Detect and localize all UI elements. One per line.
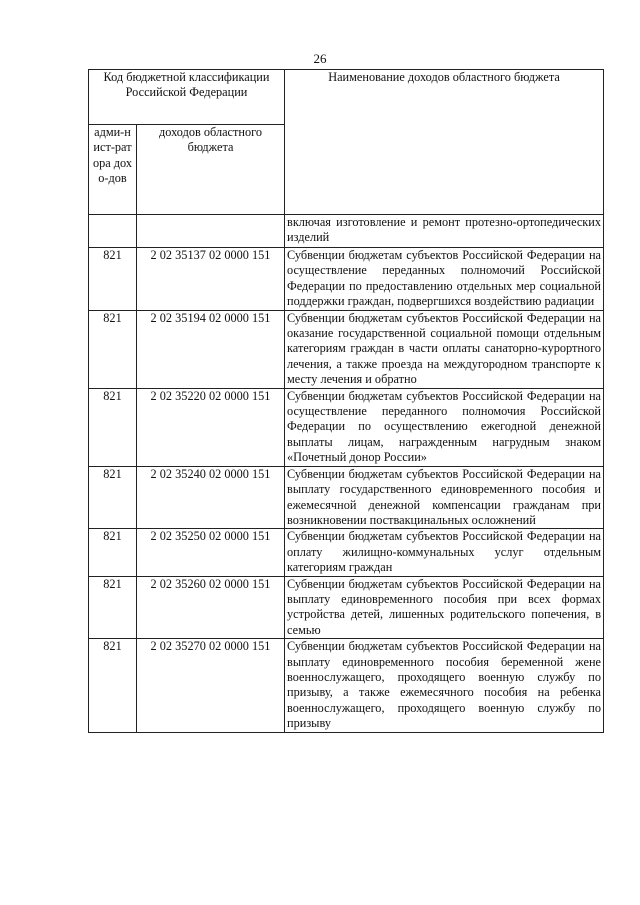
revenue-description: Субвенции бюджетам субъектов Российской Федерации на оплату жилищно-коммунальных услуг отдельным категориям граждан (285, 529, 604, 576)
table-row (89, 529, 604, 576)
revenue-description: Субвенции бюджетам субъектов Российской Федерации на оказание государственной социальной помощи отдельным категориям граждан в части оплаты санаторно-курортного лечения, а также проезда на междугородном транспорте к месту лечения и обратно (285, 310, 604, 388)
continuation-description: включая изготовление и ремонт протезно-ортопедических изделий (285, 215, 604, 248)
revenue-code: 2 02 35260 02 0000 151 (137, 576, 285, 639)
admin-code: 821 (89, 639, 137, 732)
revenue-description: Субвенции бюджетам субъектов Российской Федерации на осуществление переданного полномочия Российской Федерации по осуществлению ежегодной денежной выплаты лицам, награжденным нагрудным знаком «Почетный донор России» (285, 388, 604, 466)
table-row (89, 215, 604, 248)
admin-code: 821 (89, 310, 137, 388)
admin-code: 821 (89, 466, 137, 529)
admin-code: 821 (89, 576, 137, 639)
revenue-code: 2 02 35137 02 0000 151 (137, 248, 285, 311)
revenue-code: 2 02 35194 02 0000 151 (137, 310, 285, 388)
revenue-description: Субвенции бюджетам субъектов Российской Федерации на выплату единовременного пособия при всех формах устройства детей, лишенных родительского попечения, в семью (285, 576, 604, 639)
page-number: 26 (313, 51, 327, 66)
empty-code-cell (137, 215, 285, 248)
revenue-description: Субвенции бюджетам субъектов Российской Федерации на выплату государственного единовременного пособия и ежемесячной денежной компенсации гражданам при возникновении поствакцинальных осложнений (285, 466, 604, 529)
table-row (89, 248, 604, 311)
admin-code: 821 (89, 388, 137, 466)
budget-revenue-table (88, 69, 604, 733)
revenue-description: Субвенции бюджетам субъектов Российской Федерации на выплату единовременного пособия беременной жене военнослужащего, проходящего военную службу по призыву, а также ежемесячного пособия на ребенка военнослужащего, проходящего военную службу по призыву (285, 639, 604, 732)
admin-code: 821 (89, 529, 137, 576)
name-column-header: Наименование доходов областного бюджета (285, 70, 604, 215)
revenue-code-column-header: доходов областного бюджета (137, 125, 285, 215)
table-row (89, 639, 604, 732)
admin-column-header: адми-нист-ратора дохо-дов (89, 125, 137, 215)
code-group-header: Код бюджетной классификации Российской Федерации (89, 70, 285, 125)
revenue-code: 2 02 35250 02 0000 151 (137, 529, 285, 576)
admin-code: 821 (89, 248, 137, 311)
table-header-row-1 (89, 70, 604, 125)
table-row (89, 388, 604, 466)
revenue-code: 2 02 35240 02 0000 151 (137, 466, 285, 529)
table-row (89, 466, 604, 529)
revenue-code: 2 02 35270 02 0000 151 (137, 639, 285, 732)
revenue-code: 2 02 35220 02 0000 151 (137, 388, 285, 466)
empty-admin-cell (89, 215, 137, 248)
table-row (89, 310, 604, 388)
table-row (89, 576, 604, 639)
revenue-description: Субвенции бюджетам субъектов Российской Федерации на осуществление переданных полномочий Российской Федерации по предоставлению отдельных мер социальной поддержки граждан, подвергшихся воздействию радиации (285, 248, 604, 311)
